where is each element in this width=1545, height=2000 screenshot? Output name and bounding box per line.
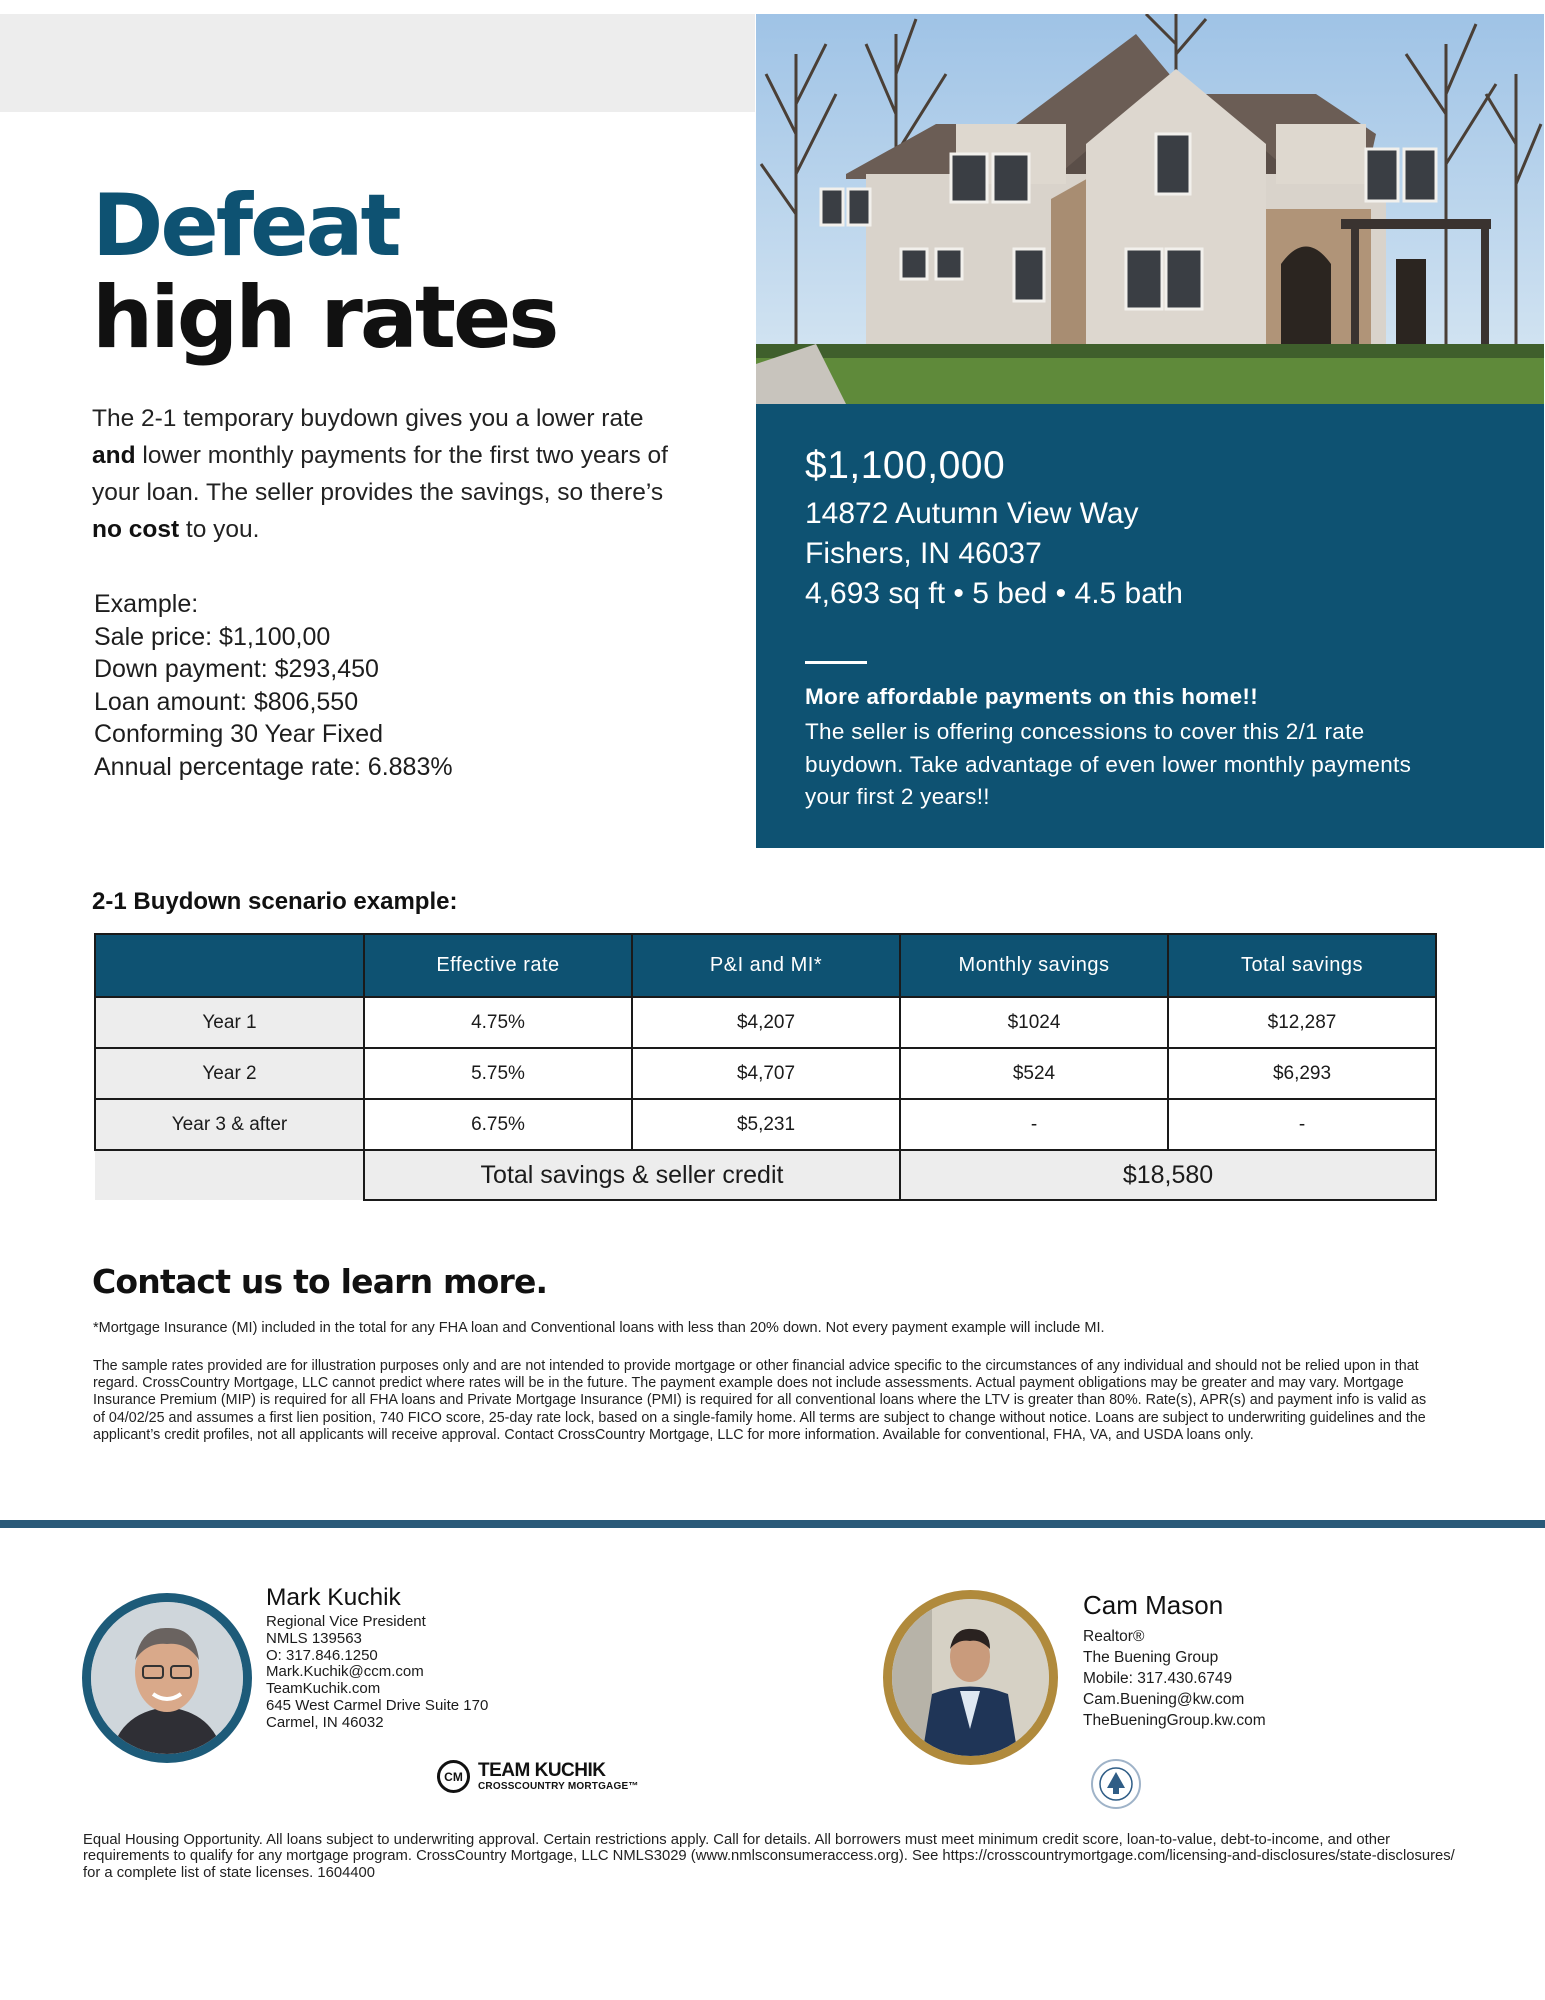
- header-monthly-savings: Monthly savings: [900, 934, 1168, 997]
- agent1-email[interactable]: Mark.Kuchik@ccm.com: [266, 1663, 424, 1681]
- header-pi-mi: P&I and MI*: [632, 934, 900, 997]
- example-block: [94, 588, 453, 783]
- agent1-phone: O: 317.846.1250: [266, 1646, 378, 1664]
- brand-sub: CROSSCOUNTRY MORTGAGE™: [478, 1781, 639, 1792]
- intro-bold-and: and: [92, 442, 136, 469]
- table-row: [95, 997, 1436, 1048]
- row-label: Year 2: [95, 1048, 364, 1099]
- cell-rate: 4.75%: [364, 997, 632, 1048]
- total-row: [95, 1150, 1436, 1200]
- agent2-company: The Buening Group: [1083, 1649, 1219, 1666]
- agent2-details: [1083, 1626, 1266, 1731]
- scenario-title: 2-1 Buydown scenario example:: [92, 888, 458, 915]
- example-loan-type: Conforming 30 Year Fixed: [94, 720, 384, 748]
- row-label: Year 1: [95, 997, 364, 1048]
- buening-group-logo: [1090, 1758, 1142, 1810]
- agent1-website[interactable]: TeamKuchik.com: [266, 1680, 381, 1698]
- cell-pi: $4,707: [632, 1048, 900, 1099]
- cell-rate: 5.75%: [364, 1048, 632, 1099]
- ccm-icon: CM: [437, 1760, 470, 1793]
- table-header-row: [95, 934, 1436, 997]
- agent1-address: 645 West Carmel Drive Suite 170: [266, 1696, 489, 1714]
- cell-total: -: [1168, 1099, 1436, 1150]
- listing-specs: 4,693 sq ft • 5 bed • 4.5 bath: [805, 577, 1183, 610]
- agent2-phone: Mobile: 317.430.6749: [1083, 1670, 1233, 1687]
- agent2-email[interactable]: Cam.Buening@kw.com: [1083, 1691, 1245, 1708]
- hero-title: [92, 176, 557, 368]
- example-apr: Annual percentage rate: 6.883%: [94, 752, 453, 781]
- intro-paragraph: [92, 400, 682, 548]
- hero-title-line2: high rates: [92, 268, 557, 368]
- equal-housing-disclaimer: Equal Housing Opportunity. All loans subject to underwriting approval. Certain restrictions apply. Call for details. All borrowers must meet minimum credit score, loan-to-value, debt-to-income, and other requirements to qualify for any mortgage program. CrossCountry Mortgage, LLC NMLS3029 (www.nmlsconsumeraccess.org). See https://crosscountrymortgage.com/licensing-and-disclosures/state-disclosures/ for a complete list of state licenses. 1604400: [83, 1832, 1455, 1881]
- hero-title-line1: Defeat: [92, 176, 399, 276]
- agent1-name: Mark Kuchik: [266, 1584, 401, 1611]
- agent1-details: [266, 1614, 488, 1732]
- cell-pi: $4,207: [632, 997, 900, 1048]
- total-value: $18,580: [900, 1150, 1436, 1200]
- row-label: Year 3 & after: [95, 1099, 364, 1150]
- listing-city: Fishers, IN 46037: [805, 537, 1042, 570]
- intro-text-2: lower monthly payments for the first two years of your loan. The seller provides the savings, so there’s: [92, 442, 668, 506]
- example-sale-price: Sale price: $1,100,00: [94, 622, 331, 651]
- listing-street: 14872 Autumn View Way: [805, 497, 1139, 530]
- header-grey-band: [0, 14, 755, 112]
- cell-total: $6,293: [1168, 1048, 1436, 1099]
- offer-heading: More affordable payments on this home!!: [805, 684, 1258, 709]
- cell-total: $12,287: [1168, 997, 1436, 1048]
- agent2-name: Cam Mason: [1083, 1590, 1224, 1620]
- house-photo: [756, 14, 1544, 404]
- buydown-table: [94, 933, 1437, 1201]
- header-effective-rate: Effective rate: [364, 934, 632, 997]
- intro-text-3: to you.: [179, 516, 260, 543]
- brand-name: TEAM KUCHIK: [478, 1760, 606, 1781]
- listing-price: $1,100,000: [805, 444, 1006, 487]
- cell-rate: 6.75%: [364, 1099, 632, 1150]
- header-total-savings: Total savings: [1168, 934, 1436, 997]
- mi-footnote: *Mortgage Insurance (MI) included in the total for any FHA loan and Conventional loans with less than 20% down. Not every payment example will include MI.: [93, 1320, 1105, 1336]
- agent1-nmls: NMLS 139563: [266, 1629, 362, 1647]
- header-blank: [95, 934, 364, 997]
- intro-bold-no-cost: no cost: [92, 516, 180, 543]
- cell-monthly: -: [900, 1099, 1168, 1150]
- intro-text-1: The 2-1 temporary buydown gives you a lower rate: [92, 405, 644, 432]
- table-row: [95, 1048, 1436, 1099]
- example-loan-amount: Loan amount: $806,550: [94, 687, 359, 716]
- avatar-cam-mason: [883, 1590, 1058, 1765]
- agent1-title: Regional Vice President: [266, 1613, 426, 1630]
- total-label: Total savings & seller credit: [364, 1150, 900, 1200]
- table-row: [95, 1099, 1436, 1150]
- total-spacer: [95, 1150, 364, 1200]
- rate-disclaimer: The sample rates provided are for illustration purposes only and are not intended to provide mortgage or other financial advice specific to the circumstances of any individual and should not be relied upon in that regard. CrossCountry Mortgage, LLC cannot predict where rates will be in the future. The payment example does not include assessments. Actual payment obligations may be greater and may vary. Mortgage Insurance Premium (MIP) is required for all FHA loans and Private Mortgage Insurance (PMI) is required for all conventional loans where the LTV is greater than 80%. Rate(s), APR(s) and payment info is valid as of 04/02/25 and assumes a first lien position, 740 FICO score, 25-day rate lock, based on a single-family home. All terms are subject to change without notice. Loans are subject to underwriting guidelines and the applicant’s credit profiles, not all applicants will receive approval. Contact CrossCountry Mortgage, LLC for more information. Available for conventional, FHA, VA, and USDA loans only.: [93, 1358, 1427, 1443]
- cell-pi: $5,231: [632, 1099, 900, 1150]
- avatar-mark-kuchik: [82, 1593, 252, 1763]
- listing-panel: [756, 404, 1544, 848]
- agent2-title: Realtor®: [1083, 1628, 1145, 1645]
- agent1-city: Carmel, IN 46032: [266, 1713, 384, 1731]
- listing-address: [805, 494, 1183, 614]
- contact-heading: Contact us to learn more.: [92, 1262, 548, 1301]
- footer-divider: [0, 1520, 1545, 1528]
- panel-divider: [805, 661, 867, 664]
- example-down-payment: Down payment: $293,450: [94, 655, 379, 683]
- team-kuchik-logo: [437, 1760, 639, 1793]
- cell-monthly: $524: [900, 1048, 1168, 1099]
- offer-body: The seller is offering concessions to cover this 2/1 rate buydown. Take advantage of even lower monthly payments your first 2 years!!: [805, 719, 1412, 809]
- example-heading: Example:: [94, 590, 199, 618]
- agent2-website[interactable]: TheBueningGroup.kw.com: [1083, 1712, 1266, 1729]
- cell-monthly: $1024: [900, 997, 1168, 1048]
